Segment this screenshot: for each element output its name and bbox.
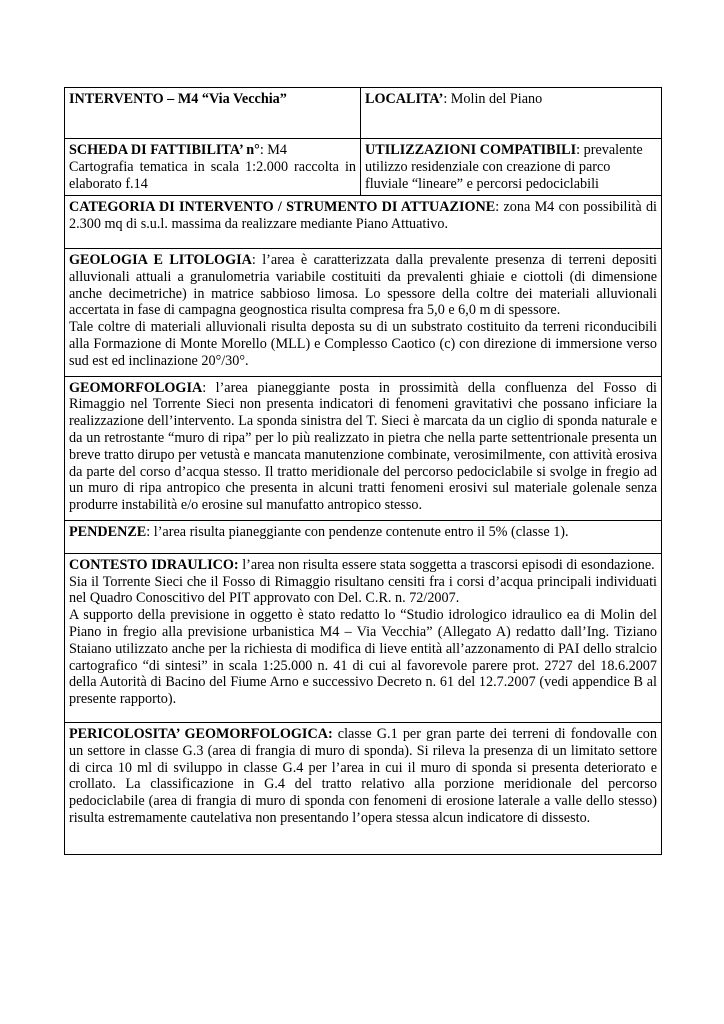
categoria-label: CATEGORIA DI INTERVENTO / STRUMENTO DI ATTUAZIONE bbox=[69, 199, 496, 216]
feasibility-sheet-table bbox=[64, 87, 662, 855]
localita-label: LOCALITA’ bbox=[365, 91, 444, 107]
geomorfologia-cell bbox=[65, 376, 662, 520]
pendenze-row bbox=[65, 520, 662, 553]
pericolosita-label: PERICOLOSITA’ GEOMORFOLOGICA: bbox=[69, 725, 333, 742]
pericolosita-row bbox=[65, 722, 662, 854]
contesto-label: CONTESTO IDRAULICO: bbox=[69, 556, 239, 573]
scheda-cell bbox=[65, 139, 361, 196]
contesto-row bbox=[65, 553, 662, 722]
pendenze-text: : l’area risulta pianeggiante con pendenze contenute entro il 5% (classe 1). bbox=[146, 523, 569, 540]
scheda-value: : M4 bbox=[259, 142, 288, 158]
geomorfologia-label: GEOMORFOLOGIA bbox=[69, 379, 203, 396]
categoria-text: : zona M4 con possibilità di 2.300 mq di s.u.l. massima da realizzare mediante Piano Attuativo. bbox=[69, 199, 657, 233]
pendenze-cell bbox=[65, 520, 662, 553]
categoria-row bbox=[65, 196, 662, 249]
geologia-cell bbox=[65, 248, 662, 376]
geologia-text-1: : l’area è caratterizzata dalla prevalente presenza di terreni depositi alluvionali attuali a granulometria variabile costituiti da prevalenti ghiaie e ciottoli (di dimensione anche decimetriche) in matrice sabbioso limosa. Lo spessore della coltre dei materiali alluvionali accertata in fase di campagna geognostica risulta compresa fra 5,0 e 6,0 m di spessore. bbox=[69, 251, 657, 319]
geologia-text-2: Tale coltre di materiali alluvionali risulta deposta su di un substrato costituito da terreni riconducibili alla Formazione di Monte Morello (MLL) e Complesso Caotico (c) con direzione di immersione verso sud est ed inclinazione 20°/30°. bbox=[69, 319, 657, 369]
contesto-cell bbox=[65, 553, 662, 722]
scheda-row bbox=[65, 139, 662, 196]
contesto-text-3: A supporto della previsione in oggetto è stato redatto lo “Studio idrologico idraulico ea di Molin del Piano in fregio alla previsione urbanistica M4 – Via Vecchia” (Allegato A) redatto dall’Ing. Tiziano Staiano utilizzato anche per la richiesta di modifica di lieve entità all’azzonamento di PAI dello stralcio cartografico “di sintesi” in scala 1:25.000 n. 41 di cui al favorevole parere prot. 2727 del 18.6.2007 della Autorità di Bacino del Fiume Arno e successivo Decreto n. 61 del 12.7.2007 (vedi appendice B al presente rapporto). bbox=[69, 607, 657, 708]
contesto-paragraph-1 bbox=[69, 557, 657, 574]
localita-cell bbox=[361, 88, 662, 139]
geologia-label: GEOLOGIA E LITOLOGIA bbox=[69, 251, 252, 268]
pericolosita-cell bbox=[65, 722, 662, 854]
categoria-cell bbox=[65, 196, 662, 249]
scheda-text: Cartografia tematica in scala 1:2.000 raccolta in elaborato f.14 bbox=[69, 158, 356, 192]
contesto-text-1: l’area non risulta essere stata soggetta a trascorsi episodi di esondazione. bbox=[238, 556, 655, 573]
geologia-row bbox=[65, 248, 662, 376]
localita-value: : Molin del Piano bbox=[443, 91, 543, 107]
geomorfologia-row bbox=[65, 376, 662, 520]
utilizzazioni-cell bbox=[361, 139, 662, 196]
pendenze-label: PENDENZE bbox=[69, 523, 147, 540]
geologia-paragraph-1 bbox=[69, 252, 657, 319]
intervento-cell bbox=[65, 88, 361, 139]
scheda-label: SCHEDA DI FATTIBILITA’ n° bbox=[69, 142, 260, 158]
pericolosita-text: classe G.1 per gran parte dei terreni di fondovalle con un settore in classe G.3 (area di frangia di muro di sponda). Si rileva la presenza di un limitato settore di circa 10 ml di sviluppo in classe G.4 per l’area in cui il muro di sponda si presenta deteriorato e crollato. La classificazione in G.4 del tratto relativo alla porzione meridionale del percorso pedociclabile (area di frangia di muro di sponda con fenomeni di erosione laterale a valle dello stesso) risulta estremamente cautelativa non presentando l’opera stessa alcun indicatore di dissesto. bbox=[69, 725, 657, 826]
cell-bottom-space bbox=[69, 827, 657, 851]
utilizzazioni-label: UTILIZZAZIONI COMPATIBILI bbox=[365, 142, 577, 158]
geomorfologia-text: : l’area pianeggiante posta in prossimità della confluenza del Fosso di Rimaggio nel Torrente Sieci non presenta indicatori di fenomeni gravitativi che possano inficiare la realizzazione dell’intervento. La sponda sinistra del T. Sieci è marcata da un ciglio di sponda naturale e da un retrostante “muro di ripa” per lo più realizzato in pietra che nella parte settentrionale presenta un breve tratto dirupo per vetustà e mancata manutenzione combinate, verosimilmente, con attività erosiva da parte del corso d’acqua stesso. Il tratto meridionale del percorso pedociclabile si svolge in fregio ad un muro di ripa antropico che presenta in alcuni tratti fenomeni erosivi sul materiale golenale senza produrre instabilità e/o erosine sul manufatto antropico stesso. bbox=[69, 379, 657, 514]
header-row bbox=[65, 88, 662, 139]
contesto-text-2: Sia il Torrente Sieci che il Fosso di Rimaggio risultano censiti fra i corsi d’acqua principali individuati nel Quadro Conoscitivo del PIT approvato con Del. C.R. n. 72/2007. bbox=[69, 573, 657, 607]
intervento-label: INTERVENTO – M4 “Via Vecchia” bbox=[69, 91, 287, 107]
utilizzazioni-text: : prevalente utilizzo residenziale con creazione di parco fluviale “lineare” e percorsi pedociclabili bbox=[365, 142, 643, 192]
